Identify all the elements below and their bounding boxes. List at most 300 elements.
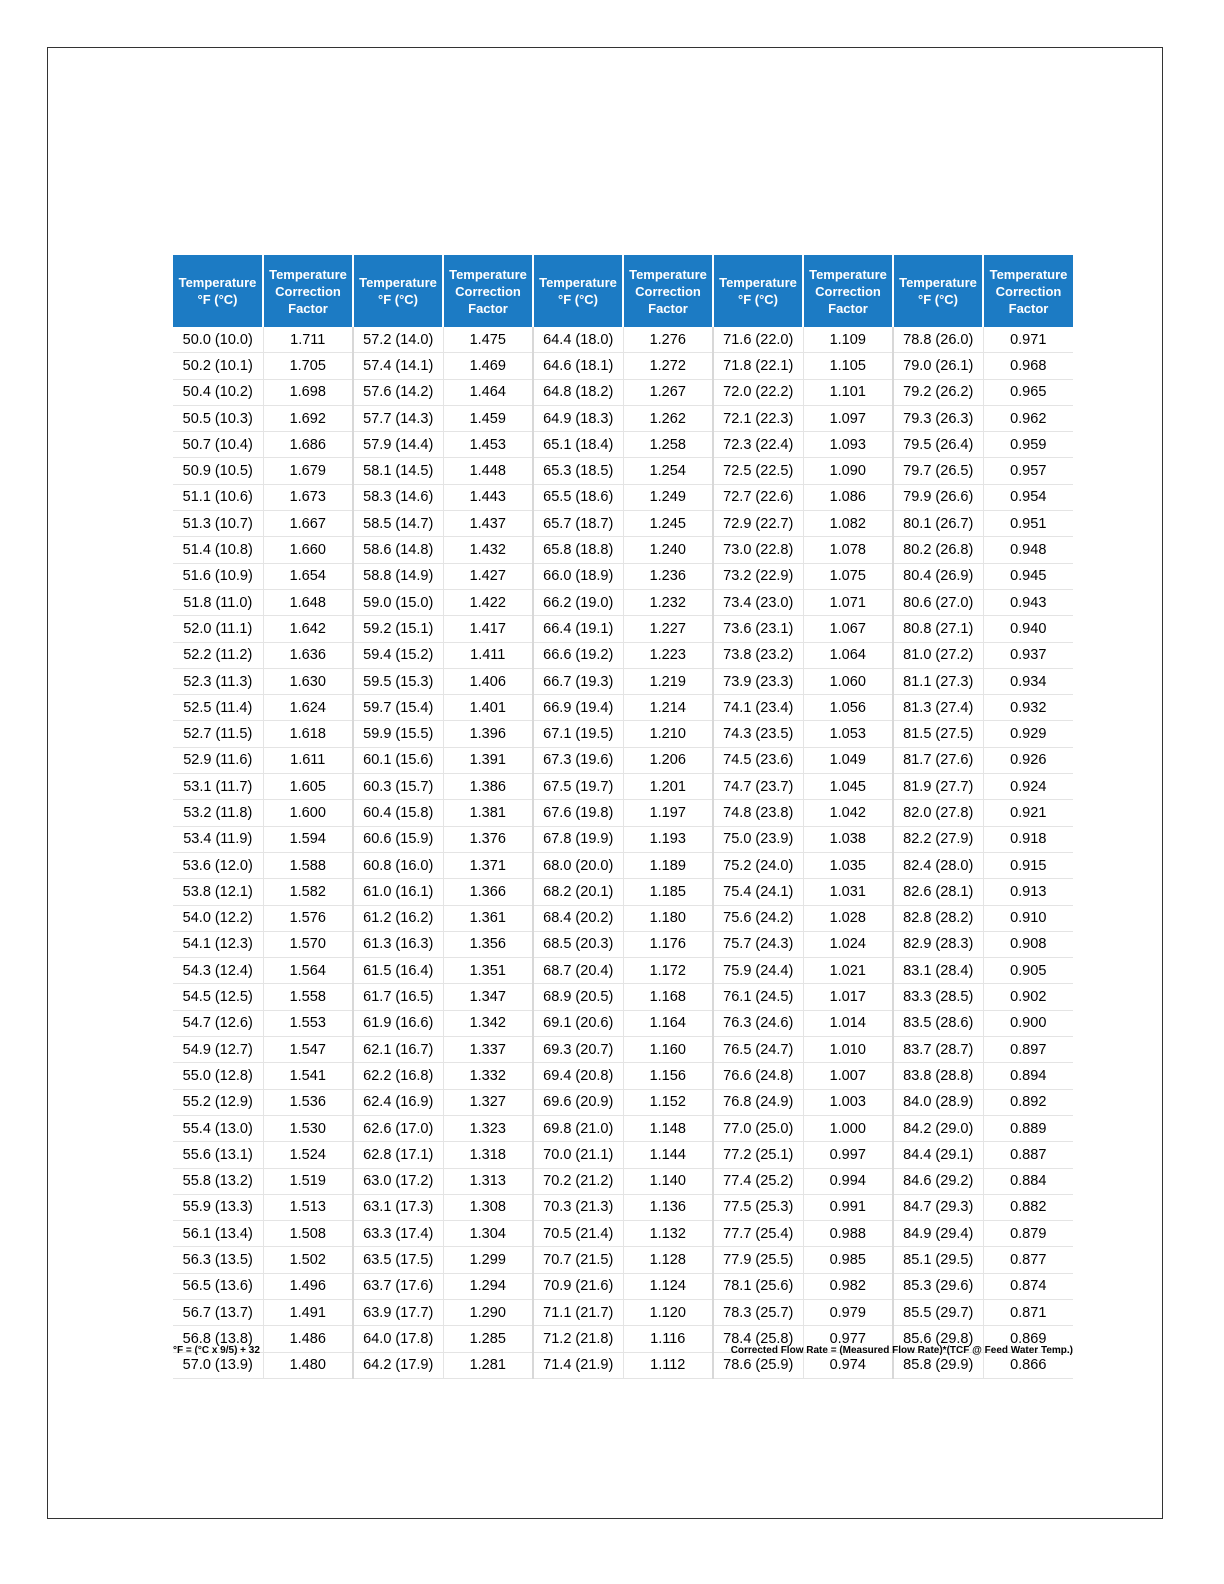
header-line: °F (°C) <box>378 292 418 307</box>
correction-factor-cell: 1.017 <box>803 984 893 1010</box>
correction-factor-cell: 1.464 <box>443 379 533 405</box>
correction-factor-cell: 1.513 <box>263 1194 353 1220</box>
header-line: °F (°C) <box>918 292 958 307</box>
correction-factor-cell: 1.427 <box>443 563 533 589</box>
temperature-cell: 56.1 (13.4) <box>173 1221 263 1247</box>
correction-factor-cell: 1.475 <box>443 327 533 353</box>
header-line: Factor <box>648 300 688 316</box>
temperature-cell: 79.7 (26.5) <box>893 458 983 484</box>
temperature-cell: 68.0 (20.0) <box>533 852 623 878</box>
correction-factor-cell: 1.014 <box>803 1010 893 1036</box>
temperature-cell: 66.9 (19.4) <box>533 695 623 721</box>
correction-factor-cell: 0.954 <box>983 484 1073 510</box>
correction-factor-cell: 0.948 <box>983 537 1073 563</box>
correction-factor-cell: 1.443 <box>443 484 533 510</box>
correction-factor-cell: 0.905 <box>983 958 1073 984</box>
table-row <box>173 379 1073 405</box>
table-row <box>173 747 1073 773</box>
temperature-cell: 63.1 (17.3) <box>353 1194 443 1220</box>
temperature-cell: 63.0 (17.2) <box>353 1168 443 1194</box>
correction-factor-cell: 1.630 <box>263 668 353 694</box>
temperature-cell: 51.6 (10.9) <box>173 563 263 589</box>
header-correction-factor <box>623 255 713 327</box>
table-row <box>173 1247 1073 1273</box>
correction-factor-cell: 1.366 <box>443 879 533 905</box>
temperature-cell: 61.0 (16.1) <box>353 879 443 905</box>
temperature-cell: 71.1 (21.7) <box>533 1299 623 1325</box>
temperature-cell: 80.6 (27.0) <box>893 589 983 615</box>
temperature-cell: 71.2 (21.8) <box>533 1326 623 1352</box>
temperature-cell: 78.8 (26.0) <box>893 327 983 353</box>
correction-factor-cell: 1.156 <box>623 1063 713 1089</box>
temperature-cell: 83.5 (28.6) <box>893 1010 983 1036</box>
temperature-cell: 65.1 (18.4) <box>533 432 623 458</box>
temperature-cell: 82.4 (28.0) <box>893 852 983 878</box>
table-row <box>173 327 1073 353</box>
temperature-cell: 70.5 (21.4) <box>533 1221 623 1247</box>
correction-factor-cell: 1.576 <box>263 905 353 931</box>
temperature-cell: 53.4 (11.9) <box>173 826 263 852</box>
correction-factor-cell: 1.386 <box>443 774 533 800</box>
table-row <box>173 405 1073 431</box>
temperature-cell: 61.7 (16.5) <box>353 984 443 1010</box>
correction-factor-cell: 0.962 <box>983 405 1073 431</box>
correction-factor-cell: 1.667 <box>263 511 353 537</box>
temperature-correction-table <box>173 255 1073 1379</box>
temperature-cell: 82.2 (27.9) <box>893 826 983 852</box>
temperature-cell: 77.2 (25.1) <box>713 1142 803 1168</box>
temperature-cell: 60.4 (15.8) <box>353 800 443 826</box>
temperature-cell: 53.8 (12.1) <box>173 879 263 905</box>
temperature-cell: 77.0 (25.0) <box>713 1115 803 1141</box>
temperature-cell: 69.1 (20.6) <box>533 1010 623 1036</box>
header-line: °F (°C) <box>558 292 598 307</box>
temperature-cell: 70.9 (21.6) <box>533 1273 623 1299</box>
temperature-cell: 61.5 (16.4) <box>353 958 443 984</box>
table-row <box>173 826 1073 852</box>
correction-factor-cell: 0.991 <box>803 1194 893 1220</box>
correction-factor-cell: 1.422 <box>443 589 533 615</box>
temperature-cell: 64.6 (18.1) <box>533 353 623 379</box>
temperature-cell: 79.5 (26.4) <box>893 432 983 458</box>
temperature-cell: 52.2 (11.2) <box>173 642 263 668</box>
temperature-cell: 74.3 (23.5) <box>713 721 803 747</box>
temperature-cell: 85.6 (29.8) <box>893 1326 983 1352</box>
correction-factor-cell: 1.686 <box>263 432 353 458</box>
temperature-cell: 81.9 (27.7) <box>893 774 983 800</box>
temperature-cell: 78.3 (25.7) <box>713 1299 803 1325</box>
header-line: Temperature <box>719 275 797 290</box>
correction-factor-cell: 1.308 <box>443 1194 533 1220</box>
table-row <box>173 774 1073 800</box>
correction-factor-cell: 1.636 <box>263 642 353 668</box>
temperature-cell: 72.3 (22.4) <box>713 432 803 458</box>
correction-factor-cell: 1.267 <box>623 379 713 405</box>
correction-factor-cell: 1.035 <box>803 852 893 878</box>
flow-rate-footnote: Corrected Flow Rate = (Measured Flow Rate)*(TCF @ Feed Water Temp.) <box>730 1345 1073 1356</box>
correction-factor-cell: 1.469 <box>443 353 533 379</box>
correction-factor-cell: 1.642 <box>263 616 353 642</box>
table-row <box>173 1221 1073 1247</box>
correction-factor-cell: 1.327 <box>443 1089 533 1115</box>
temperature-cell: 63.7 (17.6) <box>353 1273 443 1299</box>
correction-factor-cell: 1.164 <box>623 1010 713 1036</box>
correction-factor-cell: 0.889 <box>983 1115 1073 1141</box>
header-line: Factor <box>468 300 508 316</box>
correction-factor-cell: 1.285 <box>443 1326 533 1352</box>
temperature-cell: 68.7 (20.4) <box>533 958 623 984</box>
correction-factor-cell: 1.124 <box>623 1273 713 1299</box>
correction-factor-cell: 1.558 <box>263 984 353 1010</box>
correction-factor-cell: 1.553 <box>263 1010 353 1036</box>
table-row <box>173 1010 1073 1036</box>
temperature-cell: 75.7 (24.3) <box>713 931 803 957</box>
temperature-cell: 57.0 (13.9) <box>173 1352 263 1378</box>
table-row <box>173 931 1073 957</box>
temperature-cell: 76.5 (24.7) <box>713 1037 803 1063</box>
correction-factor-cell: 0.869 <box>983 1326 1073 1352</box>
temperature-cell: 80.4 (26.9) <box>893 563 983 589</box>
correction-factor-cell: 1.432 <box>443 537 533 563</box>
header-line: Factor <box>828 300 868 316</box>
table-row <box>173 432 1073 458</box>
correction-factor-cell: 0.988 <box>803 1221 893 1247</box>
header-line: Temperature <box>989 266 1068 282</box>
table-row <box>173 563 1073 589</box>
correction-factor-cell: 1.152 <box>623 1089 713 1115</box>
correction-factor-cell: 1.371 <box>443 852 533 878</box>
temperature-cell: 55.0 (12.8) <box>173 1063 263 1089</box>
temperature-cell: 54.5 (12.5) <box>173 984 263 1010</box>
correction-factor-cell: 1.197 <box>623 800 713 826</box>
temperature-cell: 84.6 (29.2) <box>893 1168 983 1194</box>
temperature-cell: 64.0 (17.8) <box>353 1326 443 1352</box>
correction-factor-cell: 1.318 <box>443 1142 533 1168</box>
correction-factor-cell: 1.356 <box>443 931 533 957</box>
correction-factor-cell: 1.536 <box>263 1089 353 1115</box>
temperature-cell: 81.3 (27.4) <box>893 695 983 721</box>
correction-factor-cell: 1.290 <box>443 1299 533 1325</box>
correction-factor-cell: 1.448 <box>443 458 533 484</box>
correction-factor-cell: 0.877 <box>983 1247 1073 1273</box>
correction-factor-cell: 1.240 <box>623 537 713 563</box>
correction-factor-cell: 1.093 <box>803 432 893 458</box>
correction-factor-cell: 1.323 <box>443 1115 533 1141</box>
temperature-cell: 54.1 (12.3) <box>173 931 263 957</box>
correction-factor-cell: 1.236 <box>623 563 713 589</box>
temperature-cell: 79.2 (26.2) <box>893 379 983 405</box>
correction-factor-cell: 1.128 <box>623 1247 713 1273</box>
correction-factor-cell: 1.180 <box>623 905 713 931</box>
correction-factor-cell: 1.618 <box>263 721 353 747</box>
correction-factor-cell: 0.940 <box>983 616 1073 642</box>
header-line: Correction <box>455 283 521 299</box>
correction-factor-cell: 1.262 <box>623 405 713 431</box>
correction-factor-cell: 0.915 <box>983 852 1073 878</box>
conversion-footnote: °F = (°C x 9/5) + 32 <box>173 1345 260 1356</box>
correction-factor-cell: 1.605 <box>263 774 353 800</box>
temperature-cell: 82.8 (28.2) <box>893 905 983 931</box>
correction-factor-cell: 1.711 <box>263 327 353 353</box>
correction-factor-cell: 0.929 <box>983 721 1073 747</box>
correction-factor-cell: 0.932 <box>983 695 1073 721</box>
correction-factor-cell: 1.491 <box>263 1299 353 1325</box>
temperature-cell: 62.1 (16.7) <box>353 1037 443 1063</box>
correction-factor-cell: 0.968 <box>983 353 1073 379</box>
correction-factor-cell: 1.299 <box>443 1247 533 1273</box>
temperature-cell: 71.4 (21.9) <box>533 1352 623 1378</box>
correction-factor-cell: 1.112 <box>623 1352 713 1378</box>
temperature-cell: 69.3 (20.7) <box>533 1037 623 1063</box>
temperature-cell: 76.1 (24.5) <box>713 984 803 1010</box>
correction-factor-cell: 1.281 <box>443 1352 533 1378</box>
correction-factor-cell: 1.654 <box>263 563 353 589</box>
header-correction-factor <box>803 255 893 327</box>
header-temperature <box>533 255 623 327</box>
temperature-cell: 83.3 (28.5) <box>893 984 983 1010</box>
correction-factor-cell: 1.480 <box>263 1352 353 1378</box>
correction-factor-cell: 1.337 <box>443 1037 533 1063</box>
correction-factor-cell: 0.979 <box>803 1299 893 1325</box>
temperature-cell: 73.0 (22.8) <box>713 537 803 563</box>
correction-factor-cell: 1.272 <box>623 353 713 379</box>
table-row <box>173 1115 1073 1141</box>
correction-factor-cell: 1.206 <box>623 747 713 773</box>
correction-factor-cell: 0.879 <box>983 1221 1073 1247</box>
correction-factor-cell: 1.705 <box>263 353 353 379</box>
correction-factor-cell: 1.049 <box>803 747 893 773</box>
temperature-cell: 73.6 (23.1) <box>713 616 803 642</box>
header-correction-factor <box>443 255 533 327</box>
correction-factor-cell: 1.090 <box>803 458 893 484</box>
correction-factor-cell: 1.101 <box>803 379 893 405</box>
temperature-cell: 67.6 (19.8) <box>533 800 623 826</box>
temperature-cell: 69.8 (21.0) <box>533 1115 623 1141</box>
correction-factor-cell: 1.219 <box>623 668 713 694</box>
temperature-cell: 77.4 (25.2) <box>713 1168 803 1194</box>
temperature-cell: 51.1 (10.6) <box>173 484 263 510</box>
temperature-cell: 56.3 (13.5) <box>173 1247 263 1273</box>
temperature-cell: 66.4 (19.1) <box>533 616 623 642</box>
temperature-cell: 55.6 (13.1) <box>173 1142 263 1168</box>
temperature-cell: 62.4 (16.9) <box>353 1089 443 1115</box>
temperature-cell: 77.9 (25.5) <box>713 1247 803 1273</box>
correction-factor-cell: 0.965 <box>983 379 1073 405</box>
temperature-cell: 50.0 (10.0) <box>173 327 263 353</box>
table-row <box>173 616 1073 642</box>
temperature-cell: 62.6 (17.0) <box>353 1115 443 1141</box>
correction-factor-cell: 1.007 <box>803 1063 893 1089</box>
temperature-cell: 71.6 (22.0) <box>713 327 803 353</box>
temperature-cell: 83.1 (28.4) <box>893 958 983 984</box>
correction-factor-cell: 1.673 <box>263 484 353 510</box>
correction-factor-cell: 0.934 <box>983 668 1073 694</box>
correction-factor-cell: 1.021 <box>803 958 893 984</box>
temperature-cell: 72.1 (22.3) <box>713 405 803 431</box>
temperature-cell: 53.2 (11.8) <box>173 800 263 826</box>
temperature-cell: 57.6 (14.2) <box>353 379 443 405</box>
correction-factor-cell: 1.417 <box>443 616 533 642</box>
temperature-cell: 74.7 (23.7) <box>713 774 803 800</box>
correction-factor-cell: 1.508 <box>263 1221 353 1247</box>
temperature-cell: 73.4 (23.0) <box>713 589 803 615</box>
correction-factor-cell: 0.874 <box>983 1273 1073 1299</box>
correction-factor-cell: 1.411 <box>443 642 533 668</box>
correction-factor-cell: 0.866 <box>983 1352 1073 1378</box>
temperature-cell: 70.7 (21.5) <box>533 1247 623 1273</box>
temperature-cell: 85.5 (29.7) <box>893 1299 983 1325</box>
temperature-cell: 50.2 (10.1) <box>173 353 263 379</box>
correction-factor-cell: 1.437 <box>443 511 533 537</box>
temperature-cell: 72.9 (22.7) <box>713 511 803 537</box>
temperature-cell: 85.8 (29.9) <box>893 1352 983 1378</box>
correction-factor-cell: 1.660 <box>263 537 353 563</box>
temperature-cell: 81.1 (27.3) <box>893 668 983 694</box>
table-row <box>173 589 1073 615</box>
temperature-cell: 59.7 (15.4) <box>353 695 443 721</box>
temperature-cell: 75.0 (23.9) <box>713 826 803 852</box>
temperature-cell: 83.8 (28.8) <box>893 1063 983 1089</box>
correction-factor-cell: 1.067 <box>803 616 893 642</box>
temperature-cell: 63.5 (17.5) <box>353 1247 443 1273</box>
correction-factor-cell: 0.971 <box>983 327 1073 353</box>
correction-factor-cell: 1.600 <box>263 800 353 826</box>
temperature-cell: 52.5 (11.4) <box>173 695 263 721</box>
correction-factor-cell: 1.294 <box>443 1273 533 1299</box>
correction-factor-cell: 1.401 <box>443 695 533 721</box>
temperature-cell: 68.2 (20.1) <box>533 879 623 905</box>
temperature-cell: 76.8 (24.9) <box>713 1089 803 1115</box>
table-header-row <box>173 255 1073 327</box>
correction-factor-cell: 1.541 <box>263 1063 353 1089</box>
correction-factor-cell: 1.698 <box>263 379 353 405</box>
temperature-cell: 64.2 (17.9) <box>353 1352 443 1378</box>
correction-factor-cell: 1.232 <box>623 589 713 615</box>
table-row <box>173 958 1073 984</box>
correction-factor-cell: 0.974 <box>803 1352 893 1378</box>
correction-factor-cell: 1.254 <box>623 458 713 484</box>
temperature-cell: 57.9 (14.4) <box>353 432 443 458</box>
correction-factor-cell: 0.997 <box>803 1142 893 1168</box>
correction-factor-cell: 0.918 <box>983 826 1073 852</box>
temperature-cell: 64.8 (18.2) <box>533 379 623 405</box>
correction-factor-cell: 1.624 <box>263 695 353 721</box>
correction-factor-cell: 1.053 <box>803 721 893 747</box>
temperature-cell: 74.1 (23.4) <box>713 695 803 721</box>
correction-factor-cell: 1.201 <box>623 774 713 800</box>
temperature-cell: 55.9 (13.3) <box>173 1194 263 1220</box>
temperature-cell: 68.9 (20.5) <box>533 984 623 1010</box>
temperature-cell: 53.1 (11.7) <box>173 774 263 800</box>
correction-factor-cell: 1.396 <box>443 721 533 747</box>
temperature-cell: 84.9 (29.4) <box>893 1221 983 1247</box>
correction-factor-cell: 0.913 <box>983 879 1073 905</box>
temperature-cell: 58.3 (14.6) <box>353 484 443 510</box>
temperature-cell: 72.0 (22.2) <box>713 379 803 405</box>
temperature-cell: 61.3 (16.3) <box>353 931 443 957</box>
header-temperature <box>173 255 263 327</box>
correction-factor-cell: 1.132 <box>623 1221 713 1247</box>
correction-factor-cell: 1.227 <box>623 616 713 642</box>
header-line: Temperature <box>449 266 527 282</box>
correction-factor-cell: 0.910 <box>983 905 1073 931</box>
header-line: Factor <box>1008 300 1049 316</box>
correction-factor-cell: 1.168 <box>623 984 713 1010</box>
correction-factor-cell: 1.276 <box>623 327 713 353</box>
correction-factor-cell: 1.486 <box>263 1326 353 1352</box>
temperature-cell: 65.3 (18.5) <box>533 458 623 484</box>
temperature-cell: 58.1 (14.5) <box>353 458 443 484</box>
table-row <box>173 1194 1073 1220</box>
temperature-cell: 59.9 (15.5) <box>353 721 443 747</box>
temperature-cell: 65.5 (18.6) <box>533 484 623 510</box>
temperature-cell: 81.5 (27.5) <box>893 721 983 747</box>
temperature-cell: 78.4 (25.8) <box>713 1326 803 1352</box>
correction-factor-cell: 1.376 <box>443 826 533 852</box>
correction-factor-cell: 1.042 <box>803 800 893 826</box>
temperature-cell: 85.1 (29.5) <box>893 1247 983 1273</box>
correction-factor-cell: 1.010 <box>803 1037 893 1063</box>
correction-factor-cell: 0.926 <box>983 747 1073 773</box>
table-row <box>173 1273 1073 1299</box>
temperature-cell: 63.9 (17.7) <box>353 1299 443 1325</box>
correction-factor-cell: 1.648 <box>263 589 353 615</box>
temperature-cell: 50.5 (10.3) <box>173 405 263 431</box>
header-temperature <box>893 255 983 327</box>
temperature-cell: 84.2 (29.0) <box>893 1115 983 1141</box>
temperature-cell: 79.3 (26.3) <box>893 405 983 431</box>
temperature-cell: 85.3 (29.6) <box>893 1273 983 1299</box>
temperature-cell: 80.2 (26.8) <box>893 537 983 563</box>
correction-factor-cell: 1.064 <box>803 642 893 668</box>
table-row <box>173 879 1073 905</box>
correction-factor-cell: 1.031 <box>803 879 893 905</box>
correction-factor-cell: 1.588 <box>263 852 353 878</box>
temperature-cell: 52.7 (11.5) <box>173 721 263 747</box>
correction-factor-cell: 1.347 <box>443 984 533 1010</box>
temperature-cell: 51.8 (11.0) <box>173 589 263 615</box>
correction-factor-cell: 1.097 <box>803 405 893 431</box>
temperature-cell: 66.0 (18.9) <box>533 563 623 589</box>
correction-factor-cell: 1.570 <box>263 931 353 957</box>
correction-factor-cell: 0.924 <box>983 774 1073 800</box>
correction-factor-cell: 0.985 <box>803 1247 893 1273</box>
temperature-cell: 66.6 (19.2) <box>533 642 623 668</box>
table-body <box>173 327 1073 1378</box>
temperature-cell: 67.5 (19.7) <box>533 774 623 800</box>
table-row <box>173 484 1073 510</box>
correction-factor-cell: 1.245 <box>623 511 713 537</box>
correction-factor-cell: 0.977 <box>803 1326 893 1352</box>
table-row <box>173 852 1073 878</box>
table-row <box>173 511 1073 537</box>
correction-factor-cell: 1.038 <box>803 826 893 852</box>
correction-factor-cell: 1.391 <box>443 747 533 773</box>
temperature-cell: 56.7 (13.7) <box>173 1299 263 1325</box>
table-row <box>173 1089 1073 1115</box>
correction-factor-cell: 1.003 <box>803 1089 893 1115</box>
temperature-cell: 84.7 (29.3) <box>893 1194 983 1220</box>
table-row <box>173 1037 1073 1063</box>
temperature-cell: 64.9 (18.3) <box>533 405 623 431</box>
table-row <box>173 1352 1073 1378</box>
header-line: Correction <box>815 283 881 299</box>
temperature-cell: 50.4 (10.2) <box>173 379 263 405</box>
correction-factor-cell: 0.882 <box>983 1194 1073 1220</box>
header-line: Correction <box>995 283 1062 299</box>
correction-factor-cell: 1.692 <box>263 405 353 431</box>
header-line: Factor <box>288 300 328 316</box>
